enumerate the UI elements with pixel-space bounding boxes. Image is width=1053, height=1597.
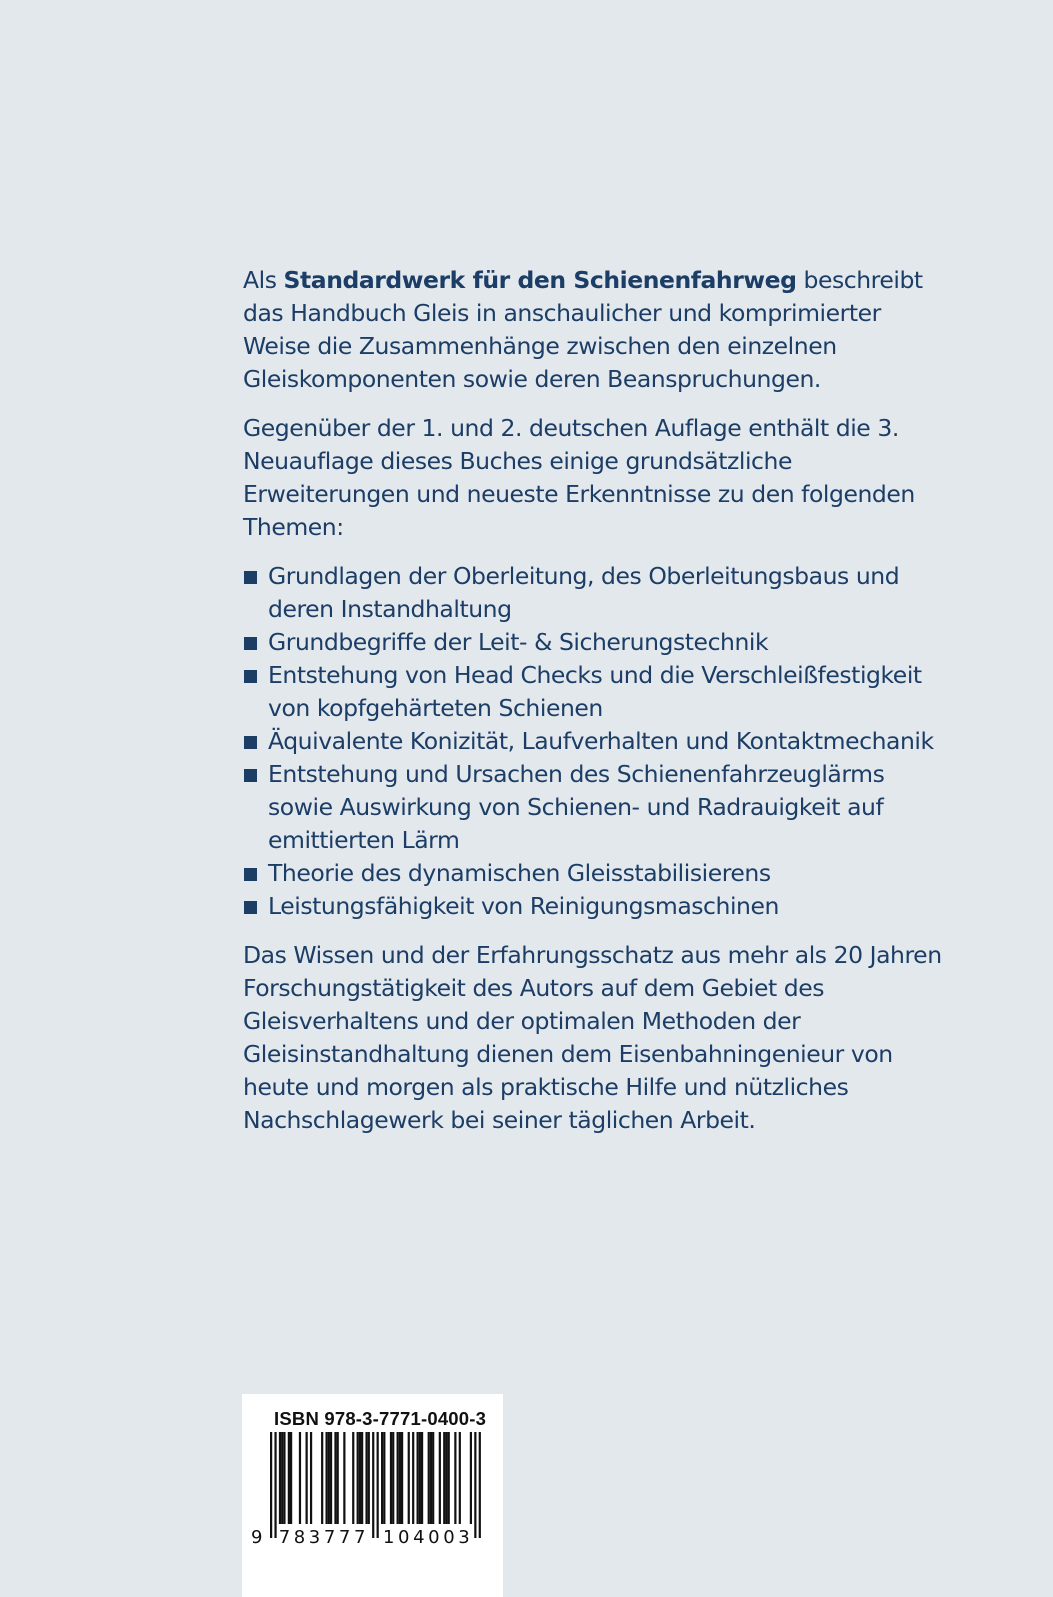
barcode-guard-bar bbox=[372, 1432, 374, 1538]
barcode-bar bbox=[337, 1432, 339, 1524]
barcode-bar bbox=[306, 1432, 308, 1524]
barcode-bar bbox=[368, 1432, 370, 1524]
barcode-bar bbox=[412, 1432, 414, 1524]
barcode-bar bbox=[470, 1432, 472, 1524]
barcode-bar bbox=[361, 1432, 363, 1524]
back-cover-text bbox=[243, 264, 943, 1153]
square-bullet-icon bbox=[244, 736, 257, 749]
list-item-text: Grundbegriffe der Leit- & Sicherungstechnik bbox=[268, 628, 769, 656]
barcode-bar bbox=[392, 1432, 394, 1524]
barcode-bar bbox=[290, 1432, 292, 1524]
list-item-text: Entstehung und Ursachen des Schienenfahrzeuglärms sowie Auswirkung von Schienen- und Radrauigkeit auf emittierten Lärm bbox=[268, 760, 885, 854]
intro-bold-title: Standardwerk für den Schienenfahrweg bbox=[283, 266, 797, 294]
square-bullet-icon bbox=[244, 901, 257, 914]
barcode-panel bbox=[242, 1394, 503, 1597]
square-bullet-icon bbox=[244, 670, 257, 683]
barcode-left-digits: 783777 bbox=[278, 1527, 370, 1548]
barcode-bar bbox=[328, 1432, 330, 1524]
barcode-bar bbox=[279, 1432, 281, 1524]
square-bullet-icon bbox=[244, 571, 257, 584]
barcode-bar bbox=[310, 1432, 312, 1524]
barcode-bar bbox=[326, 1432, 328, 1524]
barcode-guard-bar bbox=[479, 1432, 481, 1538]
barcode-bar bbox=[357, 1432, 359, 1524]
square-bullet-icon bbox=[244, 868, 257, 881]
barcode-bar bbox=[439, 1432, 441, 1524]
list-item bbox=[243, 626, 943, 659]
barcode-guard-bar bbox=[377, 1432, 379, 1538]
list-item bbox=[243, 659, 943, 725]
barcode-bar bbox=[299, 1432, 301, 1524]
barcode-bar bbox=[443, 1432, 445, 1524]
list-item-text: Theorie des dynamischen Gleisstabilisierens bbox=[268, 859, 771, 887]
barcode-bar bbox=[321, 1432, 323, 1524]
barcode-bar bbox=[365, 1432, 367, 1524]
barcode-bar bbox=[343, 1432, 345, 1524]
list-item bbox=[243, 857, 943, 890]
closing-paragraph: Das Wissen und der Erfahrungsschatz aus mehr als 20 Jahren Forschungstätigkeit des Autors auf dem Gebiet des Gleisverhaltens und der optimalen Methoden der Gleisinstandhaltung dienen dem Eisenbahningenieur von heute und morgen als praktische Hilfe und nützliches Nachschlagewerk bei seiner täglichen Arbeit. bbox=[243, 941, 942, 1134]
intro-paragraph bbox=[243, 264, 943, 396]
intro-rest: beschreibt das Handbuch Gleis in anschaulicher und komprimierter Weise die Zusammenhänge zwischen den einzelnen Gleiskomponenten sowie deren Beanspruchungen. bbox=[243, 266, 923, 393]
barcode-bar bbox=[281, 1432, 283, 1524]
barcode-bar bbox=[330, 1432, 332, 1524]
topic-list bbox=[243, 560, 943, 923]
barcode-bar bbox=[419, 1432, 421, 1524]
barcode-bar bbox=[432, 1432, 434, 1524]
barcode-bar bbox=[390, 1432, 392, 1524]
barcode-bar bbox=[359, 1432, 361, 1524]
barcode-right-digits: 104003 bbox=[383, 1527, 474, 1548]
edition-paragraph: Gegenüber der 1. und 2. deutschen Auflage enthält die 3. Neuauflage dieses Buches einige grundsätzliche Erweiterungen und neueste Erkenntnisse zu den folgenden Themen: bbox=[243, 414, 915, 541]
barcode-bar bbox=[459, 1432, 461, 1524]
barcode-bar bbox=[430, 1432, 432, 1524]
barcode-first-digit: 9 bbox=[251, 1527, 263, 1548]
barcode-bar bbox=[448, 1432, 450, 1524]
isbn-label: ISBN 978-3-7771-0400-3 bbox=[274, 1408, 487, 1429]
list-item bbox=[243, 890, 943, 923]
barcode-guard-bar bbox=[274, 1432, 276, 1538]
barcode-guard-bar bbox=[270, 1432, 272, 1538]
barcode bbox=[242, 1394, 503, 1597]
barcode-bar bbox=[417, 1432, 419, 1524]
list-item-text: Grundlagen der Oberleitung, des Oberleitungsbaus und deren Instandhaltung bbox=[268, 562, 900, 623]
list-item bbox=[243, 560, 943, 626]
barcode-bar bbox=[381, 1432, 383, 1524]
barcode-bar bbox=[421, 1432, 423, 1524]
list-item bbox=[243, 725, 943, 758]
barcode-bar bbox=[408, 1432, 410, 1524]
barcode-bar bbox=[283, 1432, 285, 1524]
barcode-bar bbox=[397, 1432, 399, 1524]
barcode-bar bbox=[445, 1432, 447, 1524]
list-item-text: Entstehung von Head Checks und die Verschleißfestigkeit von kopfgehärteten Schienen bbox=[268, 661, 922, 722]
square-bullet-icon bbox=[244, 637, 257, 650]
barcode-bar bbox=[428, 1432, 430, 1524]
barcode-bar bbox=[454, 1432, 456, 1524]
list-item-text: Äquivalente Konizität, Laufverhalten und Kontaktmechanik bbox=[268, 727, 934, 755]
list-item bbox=[243, 758, 943, 857]
intro-prefix: Als bbox=[243, 266, 284, 294]
barcode-bar bbox=[399, 1432, 401, 1524]
list-item-text: Leistungsfähigkeit von Reinigungsmaschinen bbox=[268, 892, 779, 920]
barcode-bar bbox=[383, 1432, 385, 1524]
barcode-bar bbox=[401, 1432, 403, 1524]
barcode-bar bbox=[334, 1432, 336, 1524]
square-bullet-icon bbox=[244, 769, 257, 782]
barcode-guard-bar bbox=[474, 1432, 476, 1538]
barcode-bar bbox=[352, 1432, 354, 1524]
barcode-bar bbox=[288, 1432, 290, 1524]
